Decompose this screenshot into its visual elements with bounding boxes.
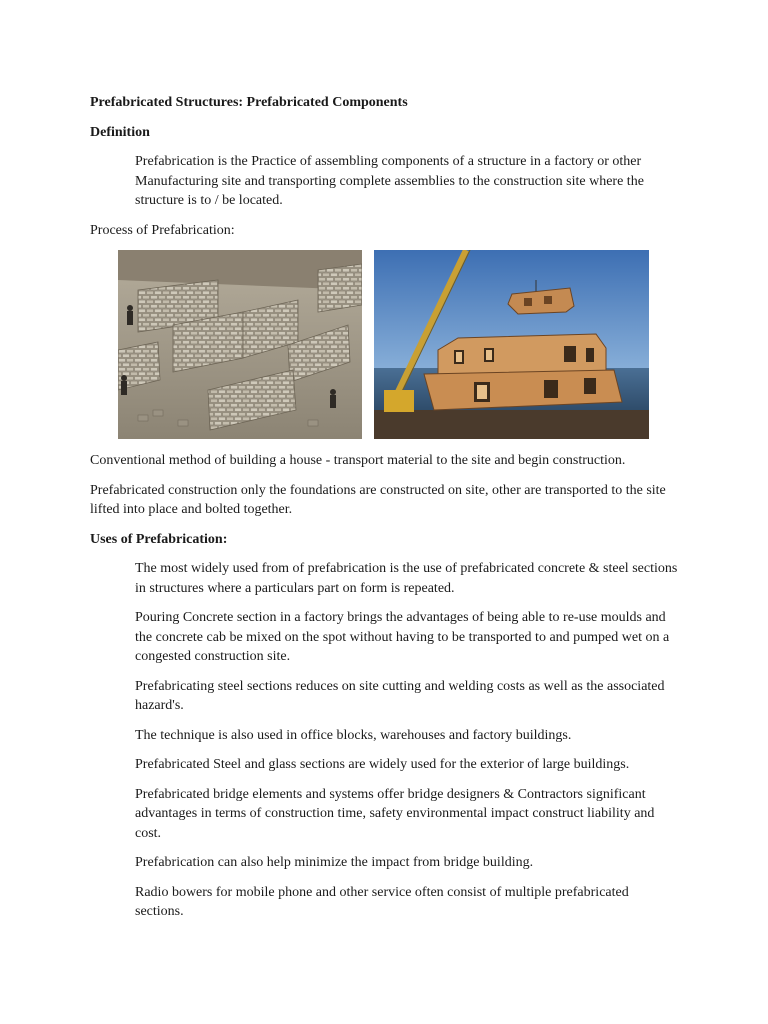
brick-wall-construction-photo <box>118 250 362 439</box>
use-item: Pouring Concrete section in a factory brings the advantages of being able to re-use moulds and the concrete cab be mixed on the spot without having to be transported to and pumped wet on a congested construction site. <box>135 610 670 664</box>
document-body <box>90 93 690 932</box>
process-label: Process of Prefabrication: <box>90 222 235 238</box>
uses-heading: Uses of Prefabrication: <box>90 531 228 547</box>
definition-text: Prefabrication is the Practice of assembling components of a structure in a factory or other Manufacturing site and transporting complete assemblies to the construction site where the structure is to / be located. <box>135 154 644 208</box>
use-item: Prefabricating steel sections reduces on site cutting and welding costs as well as the associated hazard's. <box>135 678 665 713</box>
use-item: The most widely used from of prefabrication is the use of prefabricated concrete & steel sections in structures where a particulars part on form is repeated. <box>135 561 678 596</box>
use-item: Radio bowers for mobile phone and other service often consist of multiple prefabricated sections. <box>135 884 629 919</box>
use-item: The technique is also used in office blocks, warehouses and factory buildings. <box>135 727 572 743</box>
process-figures <box>118 250 690 440</box>
use-item: Prefabricated bridge elements and systems offer bridge designers & Contractors significant advantages in terms of construction time, safety environmental impact construct liability and cost. <box>135 786 655 841</box>
crane-lifting-modular-house-photo <box>374 250 649 439</box>
prefabricated-construction-paragraph: Prefabricated construction only the foundations are constructed on site, other are transported to the site lifted into place and bolted together. <box>90 482 666 517</box>
document-title: Prefabricated Structures: Prefabricated Components <box>90 95 408 110</box>
definition-heading: Definition <box>90 124 150 140</box>
use-item: Prefabricated Steel and glass sections are widely used for the exterior of large buildings. <box>135 757 630 772</box>
conventional-method-paragraph: Conventional method of building a house - transport material to the site and begin construction. <box>90 453 626 468</box>
use-item: Prefabrication can also help minimize the impact from bridge building. <box>135 855 534 870</box>
